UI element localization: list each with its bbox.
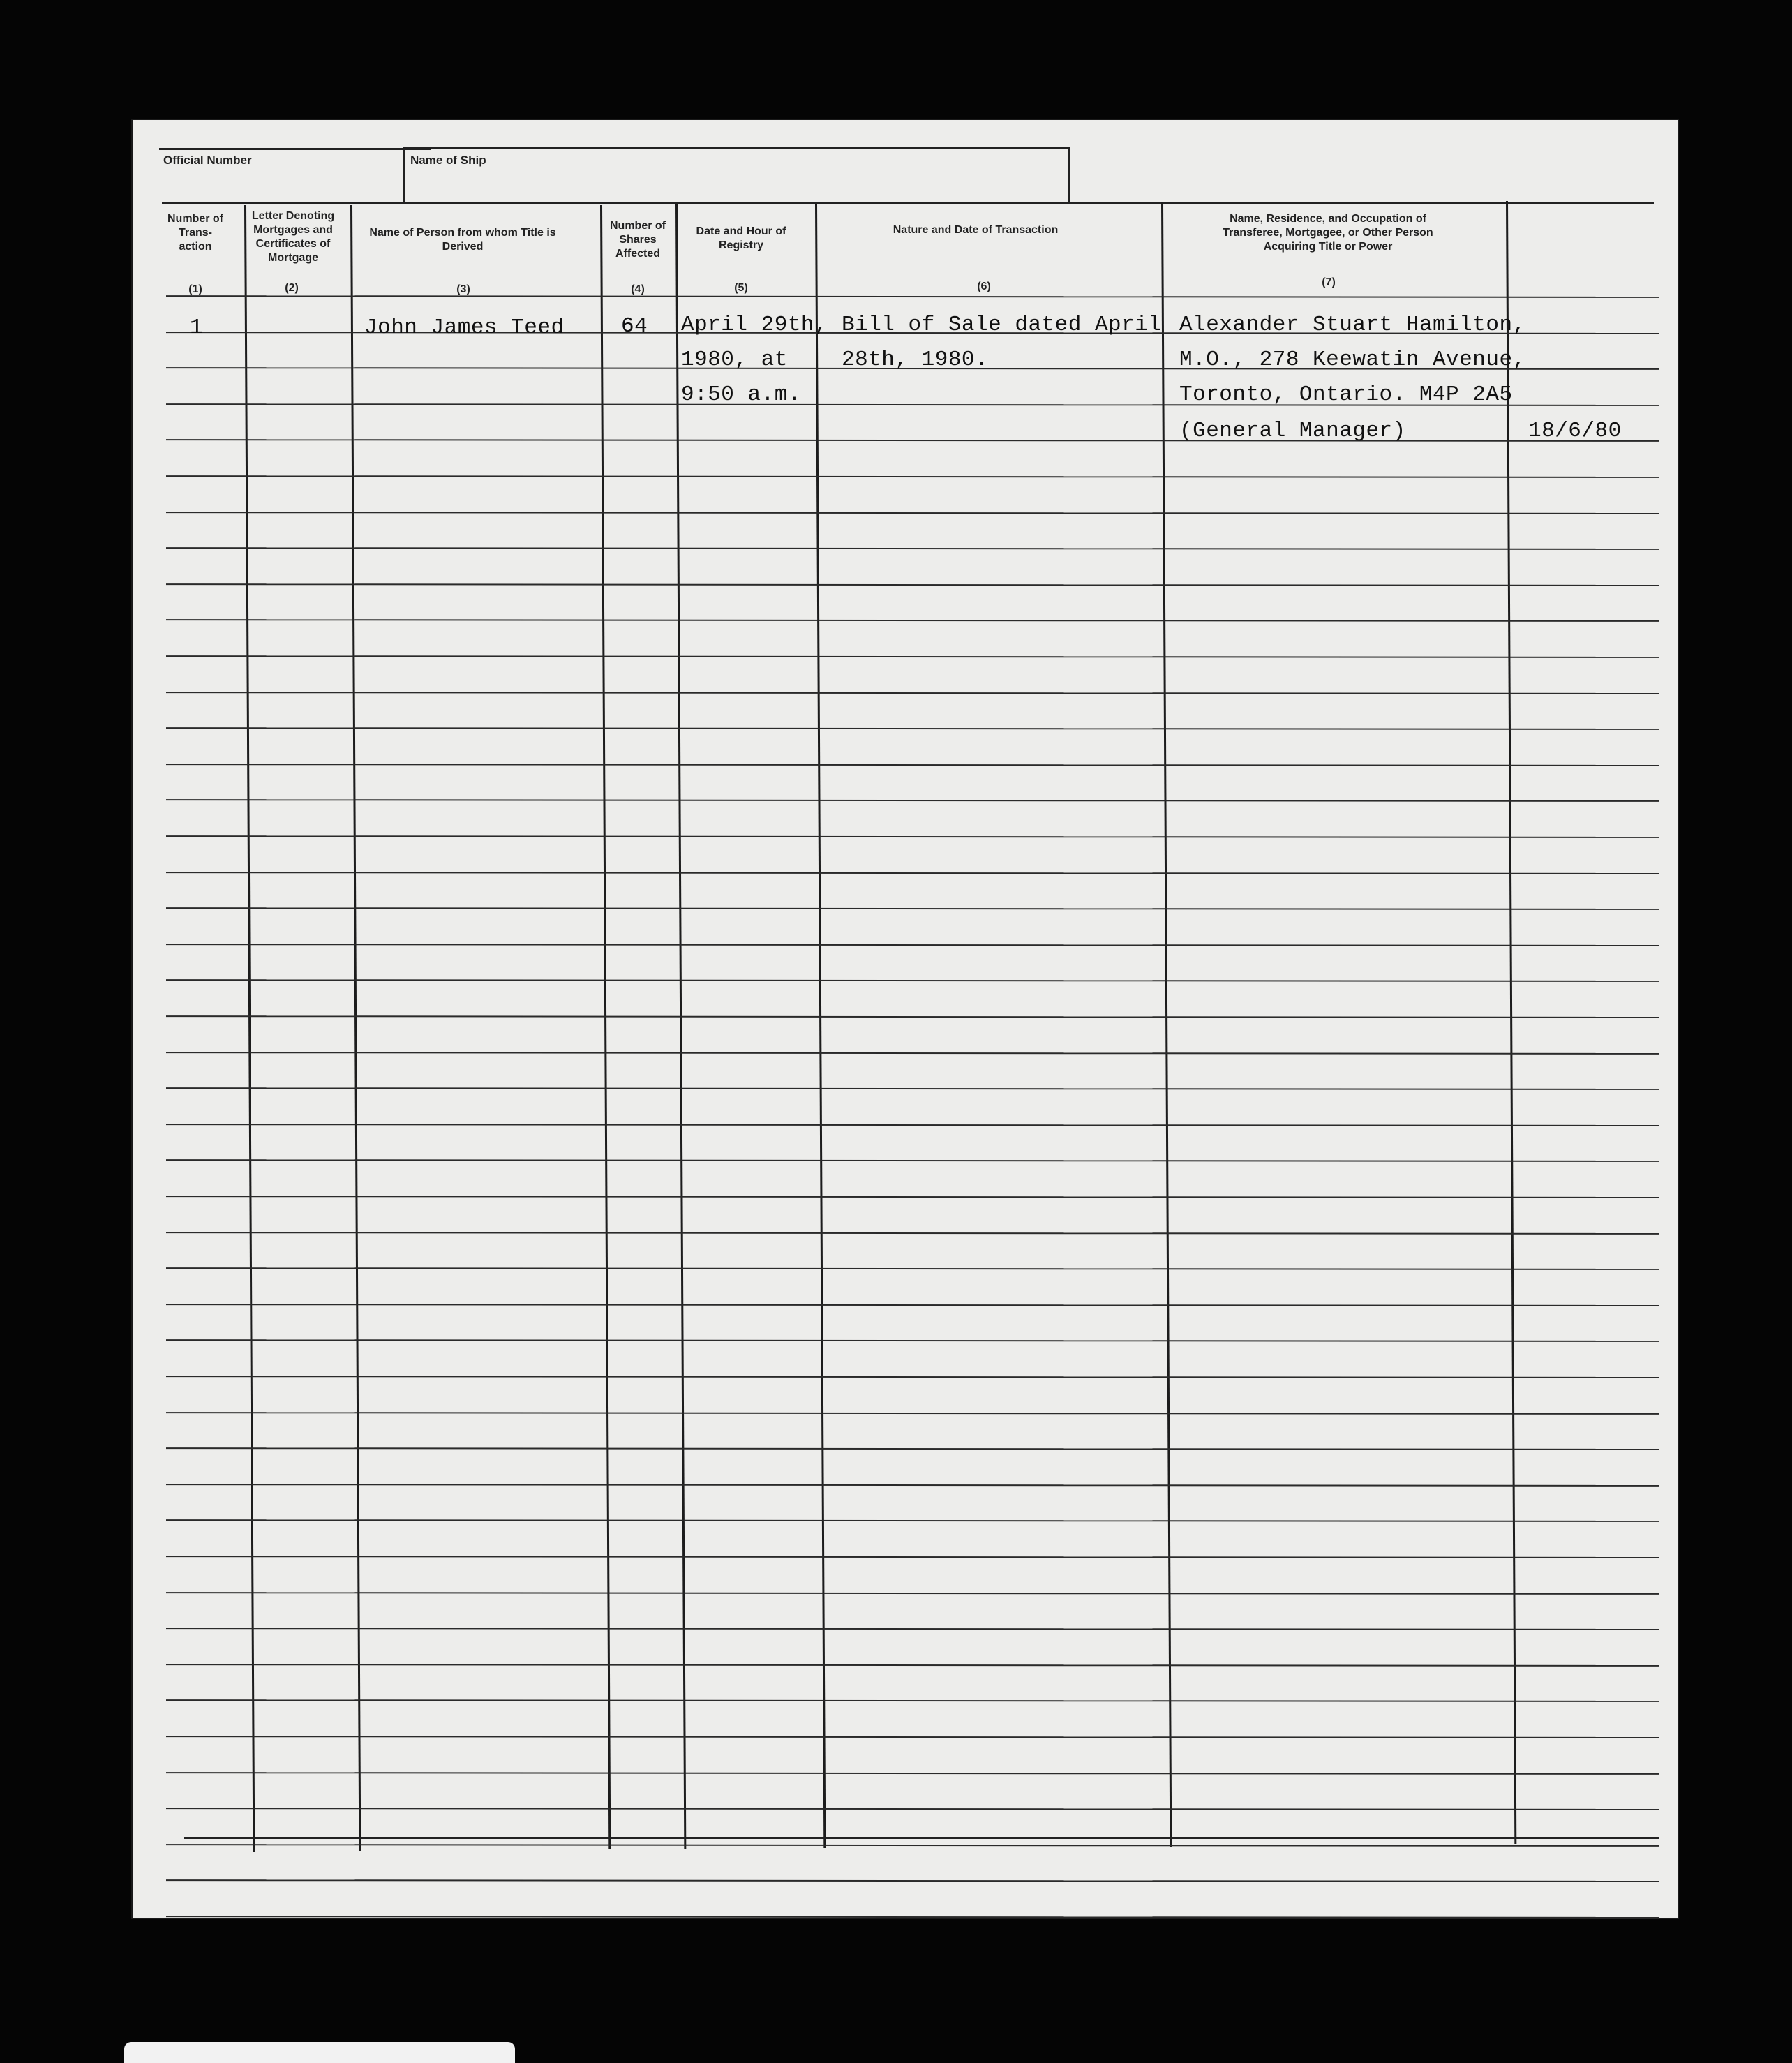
ruled-line — [166, 1664, 1659, 1667]
ruled-line — [166, 475, 1659, 478]
ruled-line — [166, 1124, 1659, 1126]
film-frame-tab — [124, 2042, 515, 2063]
ruled-line — [166, 619, 1659, 622]
col-header-transaction-number: Number of Trans-action — [167, 213, 223, 253]
ruled-line — [166, 727, 1659, 730]
col-divider-3 — [600, 205, 611, 1849]
col-num-5: (5) — [734, 282, 748, 294]
ruled-line — [166, 1159, 1659, 1162]
col-divider-6 — [1161, 202, 1172, 1847]
ruled-line — [166, 1087, 1659, 1090]
ruled-line — [166, 1736, 1659, 1738]
ruled-line — [166, 1772, 1659, 1775]
col-num-7: (7) — [1322, 276, 1336, 288]
entry-transferee-line-2: M.O., 278 Keewatin Avenue, — [1179, 348, 1526, 372]
ruled-line — [166, 1412, 1659, 1415]
entry-registry-line-3: 9:50 a.m. — [681, 382, 801, 407]
ruled-line — [166, 764, 1659, 766]
col-divider-5 — [815, 204, 826, 1848]
ruled-line — [166, 1447, 1659, 1450]
entry-margin-date: 18/6/80 — [1528, 419, 1622, 443]
ruled-line — [166, 439, 1659, 442]
ruled-line — [166, 944, 1659, 946]
ruled-line — [166, 1376, 1659, 1378]
col-num-2: (2) — [285, 282, 299, 294]
ruled-line — [166, 655, 1659, 658]
ruled-line — [166, 1052, 1659, 1055]
ruled-line — [166, 1519, 1659, 1522]
col-divider-1 — [244, 205, 255, 1852]
ruled-line — [166, 1304, 1659, 1306]
ruled-line — [166, 1232, 1659, 1235]
col-divider-4 — [675, 204, 686, 1849]
official-number-label: Official Number — [163, 154, 252, 167]
entry-from-person: John James Teed — [364, 315, 565, 340]
col-header-registry: Date and Hour of Registry — [696, 225, 786, 251]
ruled-line — [166, 1628, 1659, 1630]
ruled-line — [166, 512, 1659, 514]
table-top-rule — [162, 202, 1654, 204]
entry-transferee-line-1: Alexander Stuart Hamilton, — [1179, 313, 1526, 337]
ruled-line — [166, 1879, 1659, 1882]
ruled-line — [166, 1916, 1659, 1919]
ruled-line — [166, 907, 1659, 910]
ruled-line — [166, 1196, 1659, 1198]
col-divider-2 — [350, 205, 361, 1851]
entry-shares: 64 — [621, 314, 648, 338]
entry-transferee-line-3: Toronto, Ontario. M4P 2A5 — [1179, 382, 1513, 407]
ruled-line — [166, 547, 1659, 550]
official-number-field — [159, 148, 431, 150]
ruled-line — [166, 835, 1659, 838]
ruled-line — [166, 1556, 1659, 1558]
ruled-line — [166, 583, 1659, 586]
ruled-line — [166, 799, 1659, 802]
ruled-line — [166, 1339, 1659, 1342]
ruled-line — [166, 872, 1659, 874]
col-header-transferee: Name, Residence, and Occupation of Transferee, Mortgagee, or Other Person Acquiring Title or Power — [1223, 213, 1433, 253]
col-header-from-person: Name of Person from whom Title is Derived — [369, 227, 556, 253]
ruled-line — [166, 1267, 1659, 1270]
table-bottom-rule — [184, 1837, 1659, 1839]
register-page — [131, 119, 1679, 1919]
ruled-line — [166, 1015, 1659, 1018]
ruled-line — [166, 1844, 1659, 1847]
ruled-line — [166, 1808, 1659, 1810]
col-header-mortgage-letter: Letter Denoting Mortgages and Certificates of Mortgage — [251, 210, 335, 264]
col-num-1: (1) — [188, 283, 202, 295]
ruled-line — [166, 979, 1659, 982]
name-of-ship-label: Name of Ship — [410, 154, 486, 167]
ruled-line — [166, 1592, 1659, 1595]
col-num-6: (6) — [977, 281, 991, 292]
entry-registry-line-2: 1980, at — [681, 348, 788, 372]
entry-nature-line-2: 28th, 1980. — [842, 348, 989, 372]
ruled-line — [166, 295, 1659, 298]
col-header-nature: Nature and Date of Transaction — [893, 224, 1059, 236]
col-num-4: (4) — [631, 283, 645, 295]
ruled-line — [166, 1484, 1659, 1487]
entry-registry-line-1: April 29th, — [681, 313, 828, 337]
entry-transaction-number: 1 — [190, 315, 204, 340]
name-of-ship-field — [403, 147, 1070, 203]
entry-nature-line-1: Bill of Sale dated April — [842, 313, 1162, 337]
ruled-line — [166, 1699, 1659, 1702]
ruled-line — [166, 692, 1659, 694]
col-header-shares: Number of Shares Affected — [610, 220, 666, 260]
col-divider-7 — [1506, 201, 1516, 1844]
entry-transferee-line-4: (General Manager) — [1179, 419, 1406, 443]
col-num-3: (3) — [456, 283, 470, 295]
